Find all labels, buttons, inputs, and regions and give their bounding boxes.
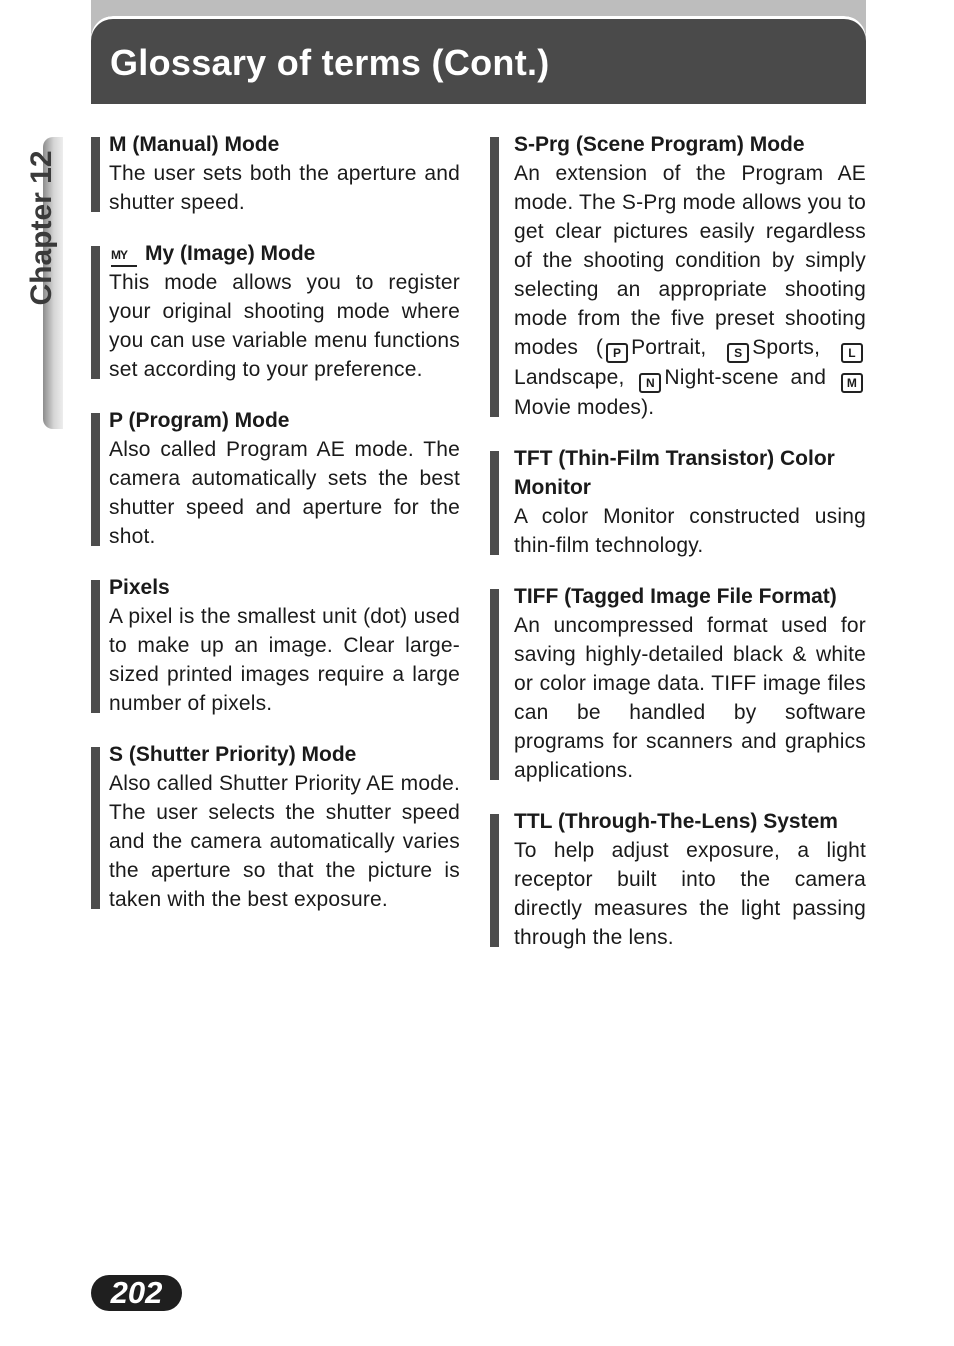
page-title: Glossary of terms (Cont.): [110, 42, 550, 83]
chapter-label: Chapter 12: [25, 150, 58, 306]
page-number: 202: [91, 1275, 182, 1311]
glossary-definition: A color Monitor constructed using thin-film technology.: [514, 505, 866, 557]
glossary-definition: An uncompressed format used for saving highly-detailed black & white or color image data. TIFF image files can be handled by software programs for scanners and graphics applications.: [514, 614, 866, 782]
glossary-definition: Also called Program AE mode. The camera automatically sets the best shutter speed and aperture for the shot.: [109, 438, 460, 548]
glossary-definition: To help adjust exposure, a light receptor built into the camera directly measures the light passing through the lens.: [514, 839, 866, 949]
landscape-icon: L: [841, 343, 863, 363]
glossary-entry: [91, 239, 460, 384]
glossary-term: S-Prg (Scene Program) Mode: [514, 133, 805, 156]
glossary-entry: [91, 573, 460, 718]
mode-name: Movie modes).: [514, 396, 655, 419]
glossary-entry: [91, 740, 460, 914]
mode-name: Sports,: [752, 336, 821, 359]
my-mode-icon: MY: [111, 245, 137, 267]
definition-text: An extension of the Program AE mode. The S-Prg mode allows you to get clear pictures easily regardless of the shooting condition by simply selecting an appropriate shooting mode from the five preset shooting modes (: [514, 162, 866, 359]
mode-name: Landscape,: [514, 366, 625, 389]
glossary-definition: Also called Shutter Priority AE mode. The user selects the shutter speed and the camera automatically varies the aperture so that the picture is taken with the best exposure.: [109, 772, 460, 911]
glossary-definition: This mode allows you to register your original shooting mode where you can use variable menu functions set according to your preference.: [109, 271, 460, 381]
glossary-term: M (Manual) Mode: [109, 133, 280, 156]
glossary-term-with-icon: [109, 239, 460, 268]
glossary-term: P (Program) Mode: [109, 409, 290, 432]
night-scene-icon: N: [639, 373, 661, 393]
glossary-entry: [91, 130, 460, 217]
glossary-definition: The user sets both the aperture and shutter speed.: [109, 162, 460, 214]
glossary-entry: [490, 130, 866, 422]
movie-icon: M: [841, 373, 863, 393]
glossary-term: S (Shutter Priority) Mode: [109, 743, 357, 766]
glossary-entry: [490, 444, 866, 560]
right-column: [490, 130, 866, 974]
glossary-term: TFT (Thin-Film Transistor) Color Monitor: [514, 447, 835, 499]
glossary-term: Pixels: [109, 576, 170, 599]
portrait-icon: P: [606, 343, 628, 363]
left-column: [91, 130, 460, 936]
glossary-definition: [514, 159, 866, 422]
glossary-term-text: My (Image) Mode: [145, 242, 316, 265]
glossary-definition: A pixel is the smallest unit (dot) used to make up an image. Clear large-sized printed images require a large number of pixels.: [109, 605, 460, 715]
glossary-entry: [490, 807, 866, 952]
mode-name: Night-scene and: [664, 366, 827, 389]
sports-icon: S: [727, 343, 749, 363]
glossary-entry: [490, 582, 866, 785]
glossary-entry: [91, 406, 460, 551]
glossary-term: TTL (Through-The-Lens) System: [514, 810, 838, 833]
glossary-term: TIFF (Tagged Image File Format): [514, 585, 837, 608]
mode-name: Portrait,: [631, 336, 707, 359]
